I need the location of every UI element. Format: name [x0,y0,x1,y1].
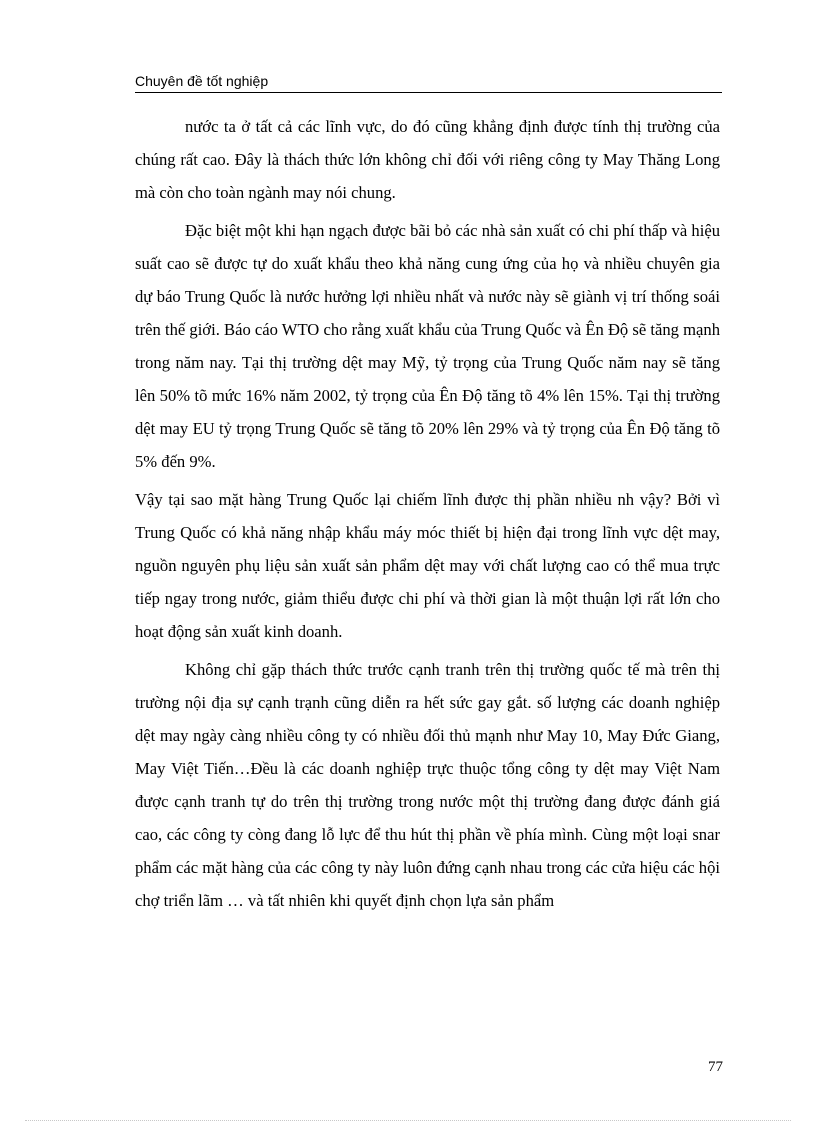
page-header [135,72,722,93]
paragraph-1: nước ta ở tất cả các lĩnh vực, do đó cũng khẳng định được tính thị trường của chúng rất cao. Đây là thách thức lớn không chỉ đối với riêng công ty May Thăng Long mà còn cho toàn ngành may nói chung. [135,117,720,202]
paragraph-3: Vậy tại sao mặt hàng Trung Quốc lại chiếm lĩnh được thị phần nhiều nh vậy? Bởi vì Trung Quốc có khả năng nhập khẩu máy móc thiết bị hiện đại trong lĩnh vực dệt may, nguồn nguyên phụ liệu sản xuất sản phẩm dệt may với chất lượng cao có thể mua trực tiếp ngay trong nước, giảm thiểu được chi phí và thời gian là một thuận lợi rất lớn cho hoạt động sản xuất kinh doanh. [135,490,720,641]
paragraph-2: Đặc biệt một khi hạn ngạch được bãi bỏ các nhà sản xuất có chi phí thấp và hiệu suất cao sẽ được tự do xuất khẩu theo khả năng cung ứng của họ và nhiều chuyên gia dự báo Trung Quốc là nước hưởng lợi nhiều nhất và nước này sẽ giành vị trí thống soái trên thế giới. Báo cáo WTO cho rằng xuất khẩu của Trung Quốc và Ên Độ sẽ tăng mạnh trong năm nay. Tại thị trường dệt may Mỹ, tỷ trọng của Trung Quốc năm nay sẽ tăng lên 50% tõ mức 16% năm 2002, tỷ trọng của Ên Độ tăng tõ 4% lên 15%. Tại thị trường dệt may EU tỷ trọng Trung Quốc sẽ tăng tõ 20% lên 29% và tỷ trọng của Ên Độ tăng tõ 5% đến 9%. [135,221,720,471]
page-bottom-divider [25,1120,791,1121]
body-text [135,110,720,917]
header-title: Chuyên đề tốt nghiệp [135,73,269,89]
page-number: 77 [708,1059,723,1075]
paragraph-4: Không chỉ gặp thách thức trước cạnh tranh trên thị trường quốc tế mà trên thị trường nội địa sự cạnh trạnh cũng diễn ra hết sức gay gắt. số lượng các doanh nghiệp dệt may ngày càng nhiều công ty có nhiều đối thủ mạnh như May 10, May Đức Giang, May Việt Tiến…Đều là các doanh nghiệp trực thuộc tổng công ty dệt may Việt Nam được cạnh tranh tự do trên thị trường trong nước một thị trường đang được đánh giá cao, các công ty còng đang lỗ lực để thu hút thị phần về phía mình. Cùng một loại snar phẩm các mặt hàng của các công ty này luôn đứng cạnh nhau trong các cửa hiệu các hội chợ triển lãm … và tất nhiên khi quyết định chọn lựa sản phẩm [135,660,720,910]
